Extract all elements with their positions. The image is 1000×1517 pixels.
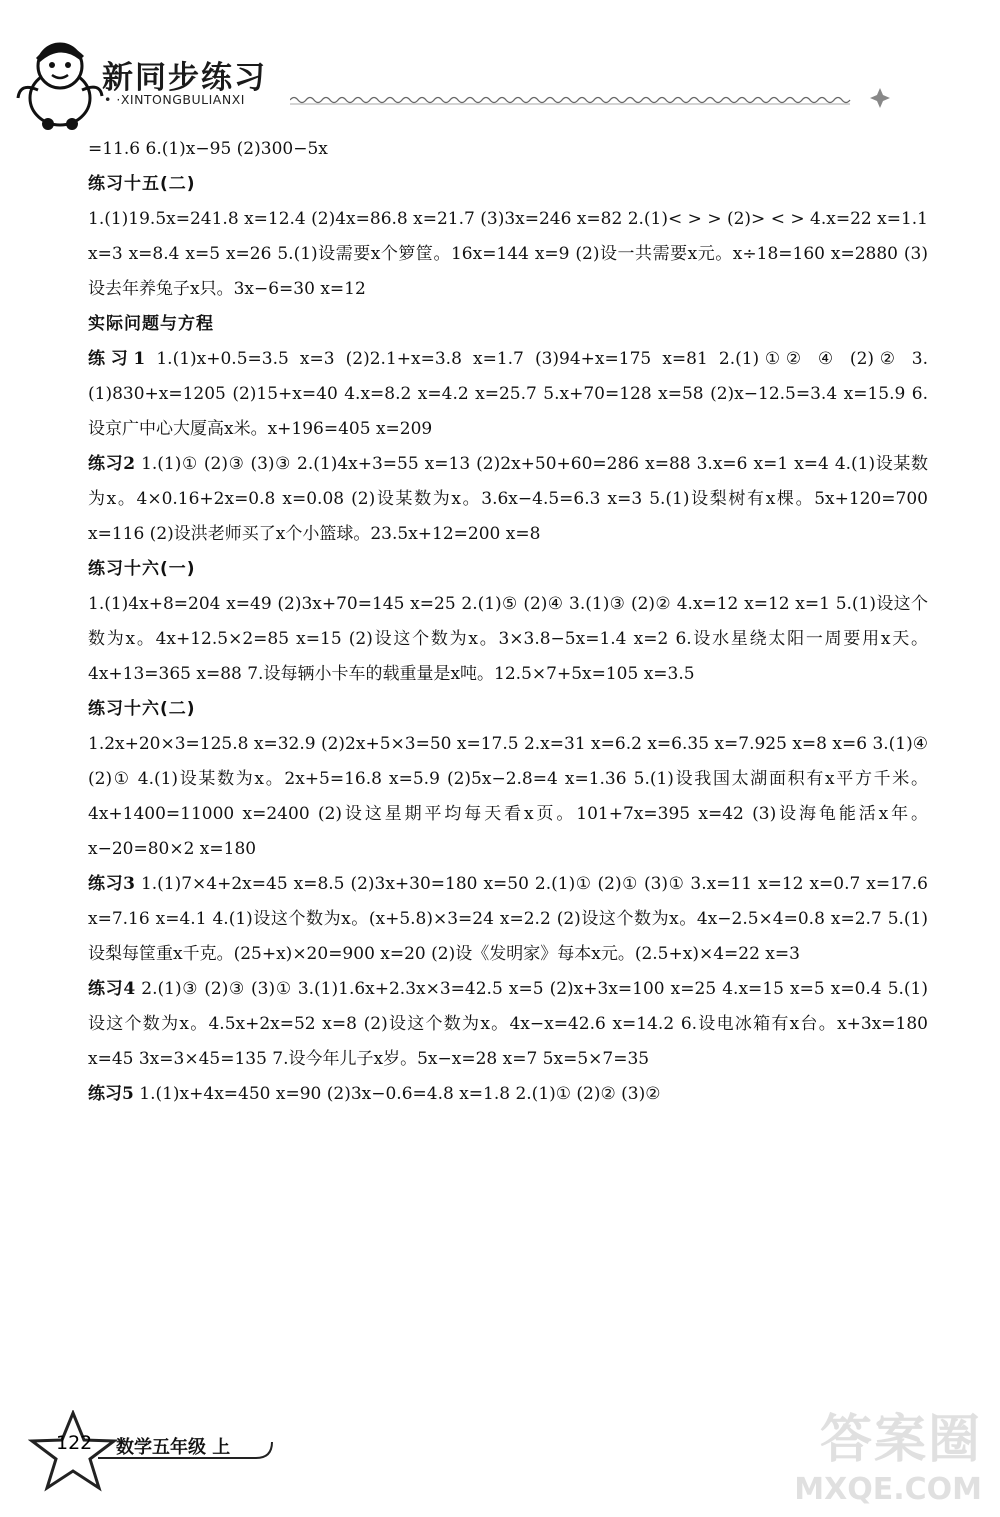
answer-paragraph bbox=[88, 342, 928, 447]
exercise-label: 练习3 bbox=[88, 874, 135, 894]
page-footer bbox=[0, 1392, 1000, 1517]
answer-text: 1.(1)x+4x=450 x=90 (2)3x−0.6=4.8 x=1.8 2.(1)① (2)② (3)② bbox=[133, 1084, 661, 1104]
decorative-wave-line bbox=[290, 86, 930, 116]
section-title: 实际问题与方程 bbox=[88, 314, 214, 334]
watermark bbox=[794, 1397, 982, 1507]
page-number: 122 bbox=[56, 1432, 93, 1454]
brand-title: 新同步练习 bbox=[102, 60, 267, 96]
exercise-label: 练习4 bbox=[88, 979, 136, 999]
snowman-mascot-icon bbox=[14, 32, 106, 130]
answer-text: 1.(1)19.5x=241.8 x=12.4 (2)4x=86.8 x=21.7 (3)3x=246 x=82 2.(1)< > > (2)> < > 4.x=22 x=1.1 x=3 x=8.4 x=5 x=26 5.(1)设需要x个箩筐。16x=144 x=9 (2)设一共需要x元。x÷18=160 x=2880 (3)设去年养兔子x只。3x−6=30 x=12 bbox=[88, 209, 928, 299]
exercise-label: 练习5 bbox=[88, 1084, 134, 1104]
section-title: 练习十六(一) bbox=[88, 559, 196, 579]
answer-paragraph bbox=[88, 972, 928, 1077]
answer-paragraph bbox=[88, 727, 928, 867]
answer-text: 1.(1)7×4+2x=45 x=8.5 (2)3x+30=180 x=50 2.(1)① (2)① (3)① 3.x=11 x=12 x=0.7 x=17.6 x=7.16 x=4.1 4.(1)设这个数为x。(x+5.8)×3=24 x=2.2 (2)设这个数为x。4x−2.5×4=0.8 x=2.7 5.(1)设梨每筐重x千克。(25+x)×20=900 x=20 (2)设《发明家》每本x元。(2.5+x)×4=22 x=3 bbox=[88, 874, 928, 964]
answer-content bbox=[88, 132, 928, 1112]
answer-paragraph bbox=[88, 202, 928, 307]
answer-paragraph bbox=[88, 447, 928, 552]
exercise-label: 练习1 bbox=[88, 349, 146, 369]
watermark-text: 答案圈 bbox=[819, 1410, 982, 1470]
brand-subtitle: • ·XINTONGBULIANXI bbox=[104, 92, 245, 107]
answer-paragraph bbox=[88, 132, 928, 167]
section-title: 练习十五(二) bbox=[88, 174, 196, 194]
answer-text: 2.(1)③ (2)③ (3)① 3.(1)1.6x+2.3x×3=42.5 x=5 (2)x+3x=100 x=25 4.x=15 x=5 x=0.4 5.(1)设这个数为x。4.5x+2x=52 x=8 (2)设这个数为x。4x−x=42.6 x=14.2 6.设电冰箱有x台。x+3x=180 x=45 3x=3×45=135 7.设今年儿子x岁。5x−x=28 x=7 5x=5×7=35 bbox=[88, 979, 928, 1069]
answer-paragraph bbox=[88, 867, 928, 972]
page-header bbox=[0, 0, 1000, 130]
watermark-url: MXQE.COM bbox=[794, 1472, 982, 1507]
exercise-label: 练习2 bbox=[88, 454, 136, 474]
answer-text: 1.(1)x+0.5=3.5 x=3 (2)2.1+x=3.8 x=1.7 (3)94+x=175 x=81 2.(1)①② ④ (2)② 3.(1)830+x=1205 (2)15+x=40 4.x=8.2 x=4.2 x=25.7 5.x+70=128 x=58 (2)x−12.5=3.4 x=15.9 6.设京广中心大厦高x米。x+196=405 x=209 bbox=[88, 349, 928, 439]
answer-paragraph bbox=[88, 1077, 928, 1112]
answer-text: 1.2x+20×3=125.8 x=32.9 (2)2x+5×3=50 x=17.5 2.x=31 x=6.2 x=6.35 x=7.925 x=8 x=6 3.(1)④ (2)① 4.(1)设某数为x。2x+5=16.8 x=5.9 (2)5x−2.8=4 x=1.36 5.(1)设我国太湖面积有x平方千米。4x+1400=11000 x=2400 (2)设这星期平均每天看x页。101+7x=395 x=42 (3)设海龟能活x年。x−20=80×2 x=180 bbox=[88, 734, 928, 859]
answer-text: 1.(1)4x+8=204 x=49 (2)3x+70=145 x=25 2.(1)⑤ (2)④ 3.(1)③ (2)② 4.x=12 x=12 x=1 5.(1)设这个数为x。4x+12.5×2=85 x=15 (2)设这个数为x。3×3.8−5x=1.4 x=2 6.设水星绕太阳一周要用x天。4x+13=365 x=88 7.设每辆小卡车的载重量是x吨。12.5×7+5x=105 x=3.5 bbox=[88, 594, 928, 684]
answer-text: =11.6 6.(1)x−95 (2)300−5x bbox=[88, 139, 328, 159]
answer-paragraph bbox=[88, 587, 928, 692]
book-label: 数学五年级 上 bbox=[116, 1437, 231, 1458]
section-title: 练习十六(二) bbox=[88, 699, 196, 719]
answer-text: 1.(1)① (2)③ (3)③ 2.(1)4x+3=55 x=13 (2)2x+50+60=286 x=88 3.x=6 x=1 x=4 4.(1)设某数为x。4×0.16+2x=0.8 x=0.08 (2)设某数为x。3.6x−4.5=6.3 x=3 5.(1)设梨树有x棵。5x+120=700 x=116 (2)设洪老师买了x个小篮球。23.5x+12=200 x=8 bbox=[88, 454, 928, 544]
